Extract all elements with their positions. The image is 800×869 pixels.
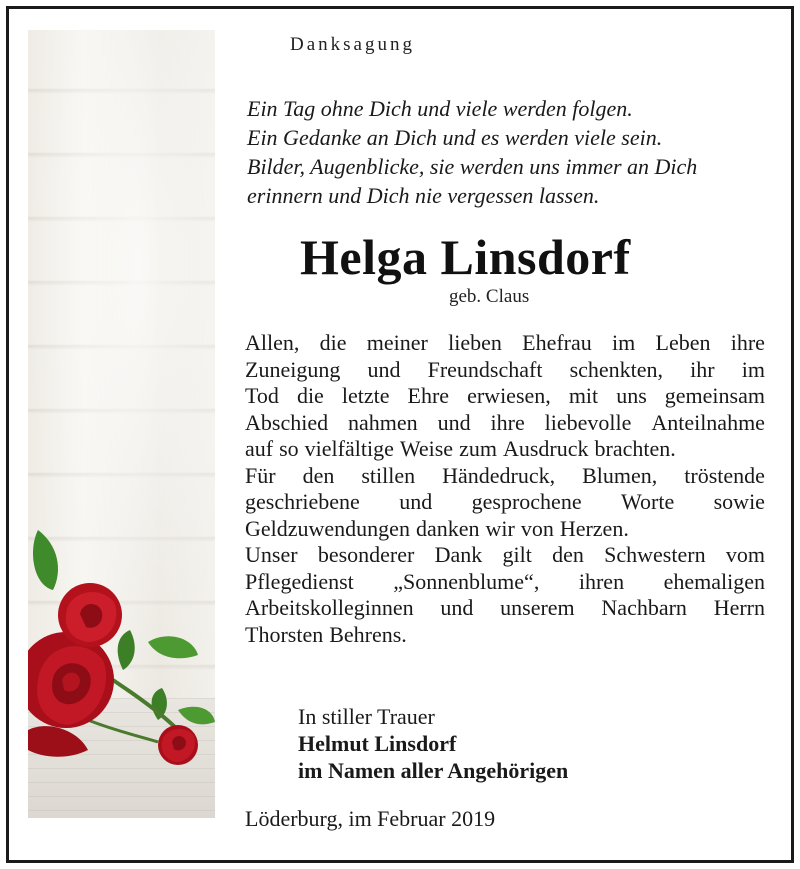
body-word: ihren — [578, 568, 625, 594]
signature-intro: In stiller Trauer — [298, 704, 435, 729]
body-word: Geldzuwendungen — [245, 515, 410, 541]
body-line — [245, 489, 765, 516]
body-word: und — [437, 409, 471, 435]
body-word: mit — [568, 383, 599, 408]
body-word: Für — [245, 462, 276, 488]
body-word: und — [440, 595, 474, 620]
body-word: den — [552, 542, 584, 567]
body-word: letzte — [341, 383, 390, 408]
body-word: Freundschaft — [427, 356, 543, 382]
body-word: im — [741, 356, 765, 382]
body-word: Allen, — [245, 330, 300, 355]
body-word: ihre — [730, 330, 765, 355]
birth-name: geb. Claus — [449, 286, 530, 307]
body-line — [245, 622, 765, 649]
body-word: die — [319, 330, 347, 355]
body-word: Unser — [245, 542, 298, 567]
body-word: Ehefrau — [522, 330, 592, 355]
body-word: liebevolle — [544, 409, 632, 435]
body-word: gesprochene — [471, 489, 582, 514]
body-word: wir — [485, 515, 515, 541]
body-word: vielfältige — [304, 436, 394, 461]
body-line — [245, 357, 765, 384]
body-word: vom — [725, 542, 765, 567]
body-word: Händedruck, — [442, 462, 556, 488]
poem-line: Ein Tag ohne Dich und viele werden folgen. — [247, 96, 633, 121]
body-word: schenkten, — [569, 356, 664, 382]
body-word: danken — [415, 515, 480, 541]
body-word: so — [279, 436, 299, 461]
body-word: Arbeitskolleginnen — [245, 595, 414, 620]
signature-family: im Namen aller Angehörigen — [298, 758, 569, 783]
body-word: Dank — [434, 542, 483, 567]
body-word: besonderer — [317, 542, 415, 567]
body-word: Behrens. — [329, 621, 407, 647]
body-line — [245, 330, 765, 357]
body-line — [245, 542, 765, 569]
body-word: Ausdruck — [502, 436, 589, 461]
poem-block — [247, 94, 697, 210]
body-word: meiner — [366, 330, 428, 355]
body-word: Herrn — [713, 595, 765, 620]
place-and-date: Löderburg, im Februar 2019 — [245, 806, 496, 831]
body-word: Weise — [399, 436, 454, 461]
body-line — [245, 463, 765, 490]
body-word: geschriebene — [245, 489, 360, 514]
body-word: auf — [245, 436, 274, 461]
roses-photo — [28, 30, 215, 818]
body-line — [245, 410, 765, 437]
body-word: von — [520, 515, 554, 541]
body-word: Zuneigung — [245, 356, 341, 382]
body-line — [245, 383, 765, 410]
body-word: im — [612, 330, 636, 355]
body-word: Pflegedienst — [245, 568, 354, 594]
body-word: Blumen, — [582, 462, 658, 488]
body-word: Tod — [245, 383, 279, 408]
body-word: ihr — [690, 356, 715, 382]
poem-line: erinnern und Dich nie vergessen lassen. — [247, 183, 600, 208]
body-word: ehemaligen — [663, 568, 765, 594]
body-word: und — [367, 356, 401, 382]
body-word: Abschied — [245, 409, 329, 435]
body-word: Schwestern — [604, 542, 706, 567]
body-word: die — [296, 383, 324, 408]
body-line — [245, 569, 765, 596]
body-word: „Sonnenblume“, — [393, 568, 540, 594]
poem-line: Bilder, Augenblicke, sie werden uns immer an Dich — [247, 154, 698, 179]
body-word: nahmen — [348, 409, 418, 435]
body-word: sowie — [713, 489, 765, 514]
body-word: Ehre — [407, 383, 450, 408]
body-word: gemeinsam — [664, 383, 765, 408]
body-word: Worte — [621, 489, 675, 514]
poem-line: Ein Gedanke an Dich und es werden viele sein. — [247, 125, 663, 150]
notice-heading: Danksagung — [290, 34, 415, 55]
body-word: und — [399, 489, 433, 514]
body-word: stillen — [361, 462, 416, 488]
body-word: lieben — [448, 330, 502, 355]
signature-block — [298, 703, 568, 784]
deceased-name: Helga Linsdorf — [300, 229, 631, 285]
body-word: Anteilnahme — [651, 409, 765, 435]
red-roses-illustration — [28, 30, 215, 818]
body-word: tröstende — [684, 462, 765, 488]
body-word: den — [302, 462, 335, 488]
body-word: unserem — [500, 595, 575, 620]
signature-name: Helmut Linsdorf — [298, 731, 457, 756]
body-word: Thorsten — [245, 621, 324, 647]
body-word: erwiesen, — [467, 383, 551, 408]
body-line — [245, 516, 765, 543]
body-line — [245, 436, 765, 463]
body-word: Leben — [655, 330, 711, 355]
body-line — [245, 595, 765, 622]
body-word: zum — [459, 436, 497, 461]
body-word: gilt — [502, 542, 532, 567]
body-word: Herzen. — [559, 515, 629, 541]
body-word: ihre — [490, 409, 525, 435]
body-word: uns — [616, 383, 647, 408]
body-word: brachten. — [594, 436, 676, 461]
thanks-body — [245, 330, 765, 648]
body-word: Nachbarn — [601, 595, 687, 620]
